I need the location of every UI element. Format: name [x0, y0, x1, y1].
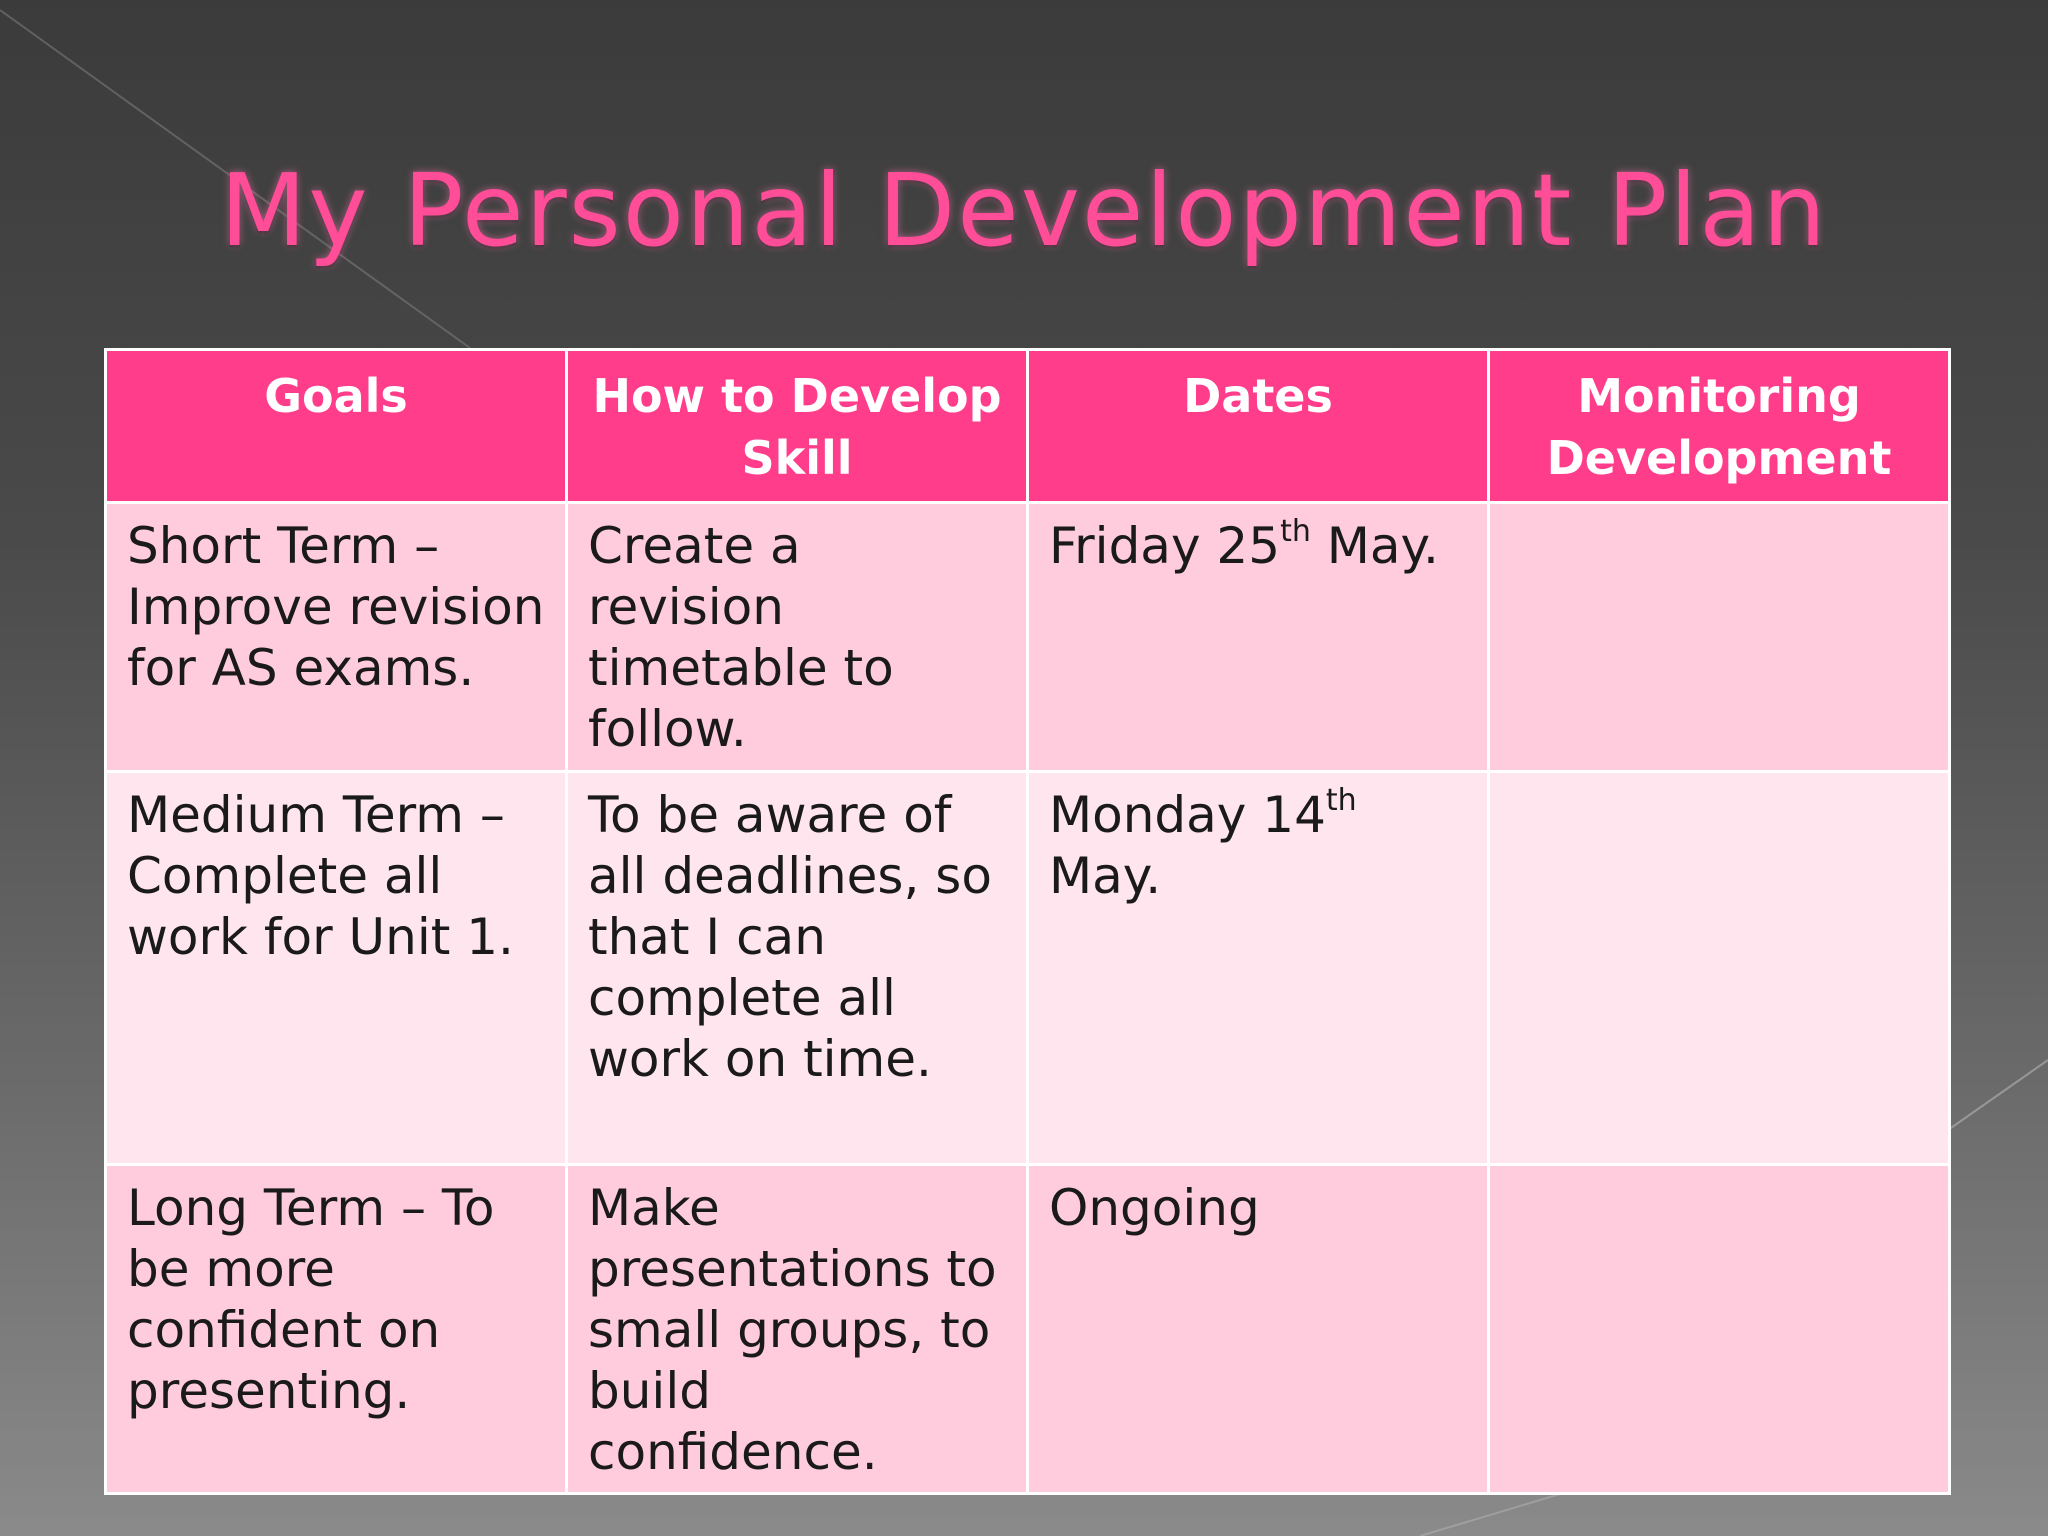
- development-plan-table: [104, 348, 1951, 1495]
- date-cell: [1028, 503, 1489, 772]
- date-main: Ongoing: [1049, 1179, 1260, 1237]
- monitoring-cell: [1489, 772, 1950, 1165]
- date-main: Friday 25: [1049, 517, 1281, 575]
- table-row: [106, 503, 1950, 772]
- monitoring-cell: [1489, 1165, 1950, 1494]
- how-cell: To be aware of all deadlines, so that I can complete all work on time.: [567, 772, 1028, 1165]
- how-cell: Make presentations to small groups, to build confidence.: [567, 1165, 1028, 1494]
- date-rest: May.: [1310, 517, 1439, 575]
- table-row: [106, 1165, 1950, 1494]
- header-goals: Goals: [106, 350, 567, 503]
- date-cell: [1028, 1165, 1489, 1494]
- slide-title: My Personal Development Plan: [220, 152, 1828, 269]
- goal-cell: Long Term – To be more confident on presenting.: [106, 1165, 567, 1494]
- date-rest: May.: [1049, 847, 1162, 905]
- how-cell: Create a revision timetable to follow.: [567, 503, 1028, 772]
- date-main: Monday 14: [1049, 786, 1326, 844]
- header-how-to-develop: How to Develop Skill: [567, 350, 1028, 503]
- table-header-row: [106, 350, 1950, 503]
- date-ordinal: th: [1280, 514, 1311, 549]
- table-row: [106, 772, 1950, 1165]
- date-cell: [1028, 772, 1489, 1165]
- header-monitoring: Monitoring Development: [1489, 350, 1950, 503]
- date-ordinal: th: [1325, 783, 1357, 818]
- monitoring-cell: [1489, 503, 1950, 772]
- goal-cell: Short Term – Improve revision for AS exams.: [106, 503, 567, 772]
- goal-cell: Medium Term – Complete all work for Unit 1.: [106, 772, 567, 1165]
- header-dates: Dates: [1028, 350, 1489, 503]
